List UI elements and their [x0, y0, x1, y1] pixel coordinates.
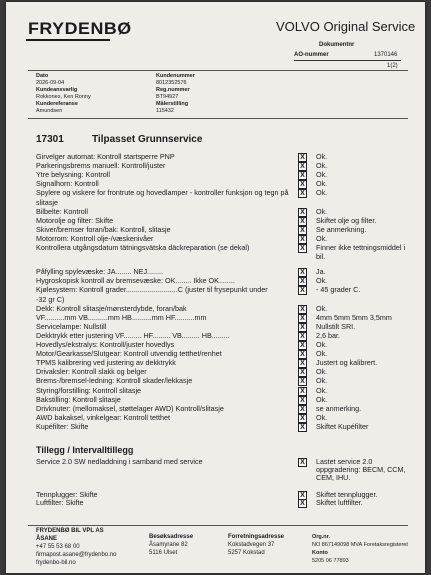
check-mark: X	[300, 459, 305, 466]
checklist-item-result: 4mm 5mm 5mm 3,5mm	[316, 312, 392, 322]
check-mark: X	[300, 190, 305, 198]
dokumentnr-label: Dokumentnr	[319, 42, 355, 48]
checkbox[interactable]	[298, 377, 307, 386]
checklist-item-result: Skiftet Kupéfilter	[316, 421, 369, 431]
checklist-item-text: Drivknuter: (mellomaksel, støttelager AWD) Kontroll/slitasje	[36, 403, 224, 413]
check-mark: X	[300, 491, 305, 499]
checklist-row	[36, 474, 425, 483]
ao-label: AO-nummer	[294, 52, 329, 58]
date-value: 2026-09-04	[36, 80, 65, 86]
date-label: Dato	[36, 73, 49, 79]
checklist-item-result: Ok.	[316, 376, 328, 386]
checkbox[interactable]	[298, 244, 307, 253]
check-mark: X	[300, 217, 305, 225]
checkbox[interactable]	[298, 323, 307, 332]
checklist-item-text: Ytre belysning: Kontroll	[36, 170, 110, 180]
checklist-item-result: Ok.	[316, 161, 328, 171]
checklist-item-text: Motorrom: Kontroll olje-/væskenivåer	[36, 233, 154, 243]
org-label: Org.nr.	[312, 534, 331, 540]
footer-rule	[28, 525, 408, 526]
kundeansvarlig-label: Kundeansvarlig	[36, 87, 78, 93]
checklist-item-result: Finner ikke tettningsmiddel i	[316, 243, 406, 252]
check-mark: X	[300, 499, 305, 507]
checklist-item-result: Ok.	[316, 188, 328, 198]
info-bottom-rule	[28, 118, 408, 119]
checklist-item-text: Motor/Gearkasse/Slutgear: Kontroll utvendig tetthet/renhet	[36, 349, 222, 359]
checkbox[interactable]	[298, 226, 307, 235]
info-top-rule	[28, 70, 408, 71]
checklist-item-text: slitasje	[36, 197, 58, 207]
checkbox[interactable]	[298, 368, 307, 377]
checklist-item-text: Motorolje og filter: Skifte	[36, 215, 114, 225]
company-logo: FRYDENBØ	[28, 19, 132, 38]
tillegg-title: Tillegg / Intervalltillegg	[36, 445, 134, 455]
checklist-row	[36, 286, 425, 295]
checklist-item-result: Ok.	[316, 233, 328, 243]
checklist-item-text: -32 gr C)	[36, 294, 65, 304]
checklist-item-result: Se anmerkning.	[316, 224, 367, 234]
check-mark: X	[300, 269, 305, 277]
checkbox[interactable]	[298, 414, 307, 423]
regnummer-label: Reg.nummer	[156, 87, 190, 93]
checkbox[interactable]	[298, 277, 307, 286]
checkbox[interactable]	[298, 499, 307, 508]
checkbox[interactable]	[298, 286, 307, 295]
company-website: frydenbo-bil.no	[36, 560, 76, 566]
check-mark: X	[300, 396, 305, 404]
checkbox[interactable]	[298, 208, 307, 217]
checklist-row	[36, 253, 425, 262]
checkbox[interactable]	[298, 350, 307, 359]
checklist-item-result: - 45 grader C.	[316, 285, 361, 295]
checklist-item-result: Ok.	[316, 394, 328, 404]
checklist-item-result: Ok.	[316, 152, 328, 161]
checklist-item-result: Ok.	[316, 349, 328, 359]
checklist-item-text: Service 2.0 SW nedladdning i samband med service	[36, 457, 203, 466]
checklist-item-result: Ok.	[316, 276, 328, 286]
checklist-item-text: Servicelampe: Nullstill	[36, 321, 107, 331]
checkbox[interactable]	[298, 162, 307, 171]
checklist-item-result: Skiftet olje og filter.	[316, 215, 377, 225]
besok-city: 5116 Ulset	[149, 550, 178, 556]
malerstilling-label: Målerstilling	[156, 101, 189, 107]
kundereferanse-value: Amundsen	[36, 108, 63, 114]
check-mark: X	[300, 287, 305, 295]
checklist-item-result: Skiftet luftfilter.	[316, 497, 363, 507]
checkbox[interactable]	[298, 314, 307, 323]
checklist-row	[36, 244, 425, 253]
checklist-item-text: Kjølesystem: Kontroll grader..........................C (juster til frysepunkt under	[36, 285, 268, 295]
org-number: NO 867149098 MVA Foretaksregisteret	[312, 542, 408, 548]
check-mark: X	[300, 414, 305, 422]
checklist-item-result: Ok.	[316, 303, 328, 313]
checklist-item-result: bil.	[316, 252, 326, 262]
page-number: 1(2)	[387, 63, 398, 69]
checkbox[interactable]	[298, 268, 307, 277]
forretning-street: Kokstadvegen 37	[228, 542, 275, 548]
checklist-item-result: Nullstilt SRI.	[316, 321, 356, 331]
besok-street: Åsamyrane 82	[149, 542, 188, 548]
checkbox[interactable]	[298, 405, 307, 414]
checklist-item-text: Signalhorn: Kontroll	[36, 179, 99, 189]
checklist-item-result: Ja.	[316, 267, 326, 277]
footer-besok	[149, 533, 193, 557]
checklist-item-text: Drivaksler: Kontroll slakk og belger	[36, 367, 147, 377]
checklist-item-text: Skiver/bremser foran/bak: Kontroll, slitasje	[36, 224, 171, 234]
check-mark: X	[300, 342, 305, 349]
check-mark: X	[300, 245, 305, 252]
company-phone: +47 55 53 68 00	[36, 544, 80, 550]
checklist-item-result: 2,6 bar.	[316, 330, 340, 340]
checklist-row	[36, 423, 425, 432]
besok-label: Besøksadresse	[149, 534, 194, 540]
ao-underline	[294, 60, 401, 61]
checklist-item-result: Ok.	[316, 170, 328, 180]
check-mark: X	[300, 163, 305, 171]
checklist-item-text: Luftfilter: Skifte	[36, 497, 84, 507]
checkbox[interactable]	[298, 396, 307, 405]
checkbox[interactable]	[298, 153, 307, 162]
check-mark: X	[300, 332, 305, 340]
kundenummer-value: 8012352576	[156, 80, 187, 86]
check-mark: X	[300, 360, 305, 368]
checklist-item-result: Justert og kalibrert.	[316, 358, 378, 368]
checklist-item-text: Brems-/bremsel-ledning: Kontroll skader/lekkasje	[36, 376, 193, 386]
checkbox[interactable]	[298, 305, 307, 314]
checklist-item-text: Tennplugger: Skifte	[36, 489, 98, 499]
checklist-item-result: Skiftet tennplugger.	[316, 489, 378, 499]
checkbox[interactable]	[298, 359, 307, 368]
checklist-item-result: Ok.	[316, 385, 328, 395]
checklist-item-result: Ok.	[316, 367, 328, 377]
malerstilling-value: 115432	[156, 108, 174, 114]
logo-underline	[26, 39, 110, 41]
checklist-item-result: oppgradering: BECM, CCM,	[316, 465, 406, 475]
checklist-item-text: Bakstilling: Kontroll slitasje	[36, 394, 121, 404]
check-mark: X	[300, 405, 305, 413]
checklist-row	[36, 499, 425, 508]
section-title: Tilpasset Grunnservice	[92, 134, 203, 145]
forretning-label: Forretningsadresse	[228, 534, 285, 540]
kundenummer-label: Kundenummer	[156, 73, 195, 79]
check-mark: X	[300, 305, 305, 313]
kundereferanse-label: Kundereferanse	[36, 101, 78, 107]
checklist-item-text: Hygroskopisk kontroll av bremsevæske: OK........ Ikke OK........	[36, 276, 235, 286]
check-mark: X	[300, 323, 305, 331]
regnummer-value: BT94927	[156, 94, 179, 100]
check-mark: X	[300, 387, 305, 395]
check-mark: X	[300, 154, 305, 161]
checkbox[interactable]	[298, 341, 307, 350]
checklist-item-text: Parkeringsbrems manuell: Kontroll/juster	[36, 161, 166, 171]
checklist-item-text: VF..........mm VB..........mm HB..........mm HF..........mm	[36, 312, 207, 322]
checkbox[interactable]	[298, 189, 307, 198]
check-mark: X	[300, 181, 305, 189]
footer-company	[36, 527, 116, 567]
checkbox[interactable]	[298, 423, 307, 432]
check-mark: X	[300, 378, 305, 386]
checkbox[interactable]	[298, 235, 307, 244]
checklist-item-text: Dekk: Kontroll slitasje/mønsterdybde, foran/bak	[36, 303, 187, 313]
checklist-item-text: Påfylling spylevæske: JA........ NEJ........	[36, 267, 164, 277]
konto-number: 5205 06 77893	[312, 558, 349, 564]
check-mark: X	[300, 278, 305, 286]
footer-forretning	[228, 533, 284, 557]
checklist-row	[36, 199, 425, 208]
check-mark: X	[300, 226, 305, 234]
checklist-item-text: TPMS kalibrering ved justering av dekktrykk	[36, 358, 176, 368]
checklist-item-result: Ok.	[316, 412, 328, 422]
checklist-item-text: Styring/forstilling: Kontroll slitasje	[36, 385, 142, 395]
checklist-item-text: Spylere og viskere for frontrute og hovedlamper - kontroller funksjon og tegn på	[36, 188, 289, 198]
checklist-item-text: Kupéfilter: Skifte	[36, 421, 89, 431]
checklist-item-result: Ok.	[316, 206, 328, 216]
document-page	[6, 2, 425, 573]
check-mark: X	[300, 423, 305, 431]
check-mark: X	[300, 208, 305, 216]
checklist-item-text: Girvelger automat: Kontroll startsperre PNP	[36, 152, 175, 161]
company-name: FRYDENBØ BIL VPL AS	[36, 528, 104, 534]
company-email: firmapost.asane@frydenbo.no	[36, 552, 117, 558]
checklist-item-text: Bilbelte: Kontroll	[36, 206, 88, 216]
company-branch: ÅSANE	[36, 536, 58, 542]
konto-label: Konto	[312, 550, 328, 556]
check-mark: X	[300, 314, 305, 322]
checklist-item-result: CEM, IHU.	[316, 473, 351, 483]
ao-value: 1370146	[374, 52, 398, 58]
footer-org	[312, 533, 408, 565]
checklist-item-result: Ok.	[316, 179, 328, 189]
kundeansvarlig-value: Rokkones, Ken Ronny	[36, 94, 91, 100]
checklist-item-text: Kontrollera utgångsdatum tätningsvätska däckreparation (se dekal)	[36, 243, 250, 252]
checklist-item-text: Hovedlys/ekstralys: Kontroll/juster hovedlys	[36, 340, 175, 349]
check-mark: X	[300, 351, 305, 359]
forretning-city: 5257 Kokstad	[228, 550, 265, 556]
check-mark: X	[300, 369, 305, 377]
check-mark: X	[300, 172, 305, 180]
checklist-item-text: Dekktrykk etter justering VF......... HF......... VB......... HB.........	[36, 330, 230, 340]
checkbox[interactable]	[298, 180, 307, 189]
checklist-item-result: Lastet service 2.0	[316, 457, 373, 466]
checklist-item-text: AWD bakaksel, vinkelgear: Kontroll tetthet	[36, 412, 170, 422]
section-code: 17301	[36, 134, 64, 145]
checkbox[interactable]	[298, 171, 307, 180]
checklist-row	[36, 189, 425, 198]
checklist-item-result: Ok.	[316, 340, 328, 349]
document-title: VOLVO Original Service	[276, 19, 416, 34]
check-mark: X	[300, 235, 305, 243]
checklist-item-result: se anmerking.	[316, 403, 362, 413]
checkbox[interactable]	[298, 332, 307, 341]
checkbox[interactable]	[298, 387, 307, 396]
checkbox[interactable]	[298, 217, 307, 226]
